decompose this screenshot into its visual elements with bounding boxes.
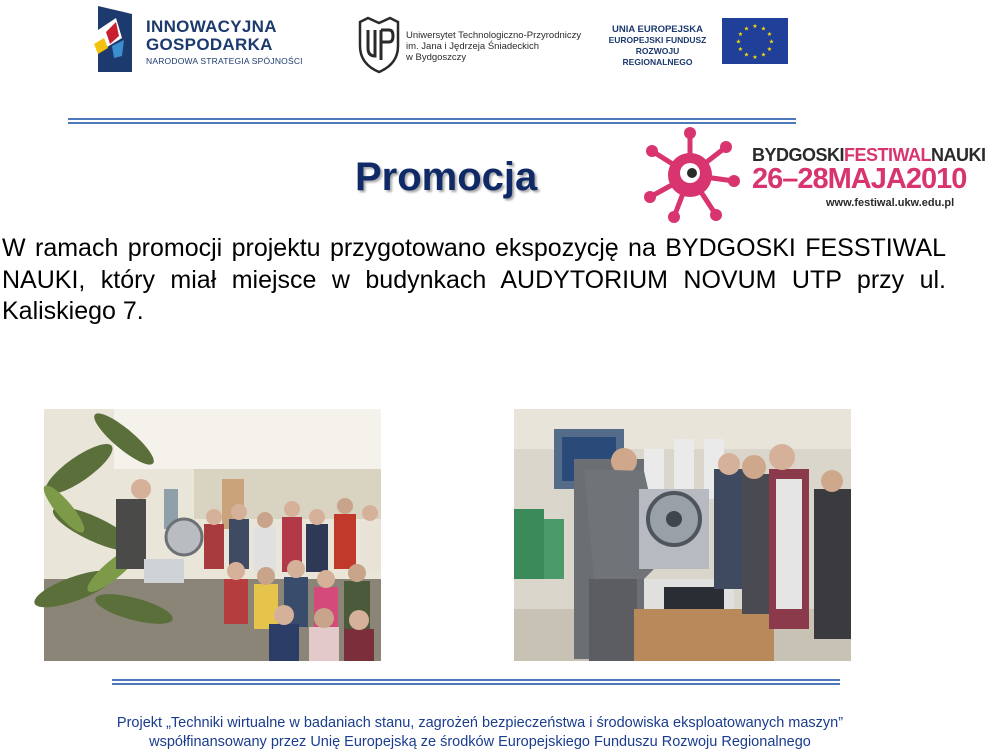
ig-logo-line3: NARODOWA STRATEGIA SPÓJNOŚCI	[146, 56, 303, 66]
svg-text:★: ★	[737, 31, 744, 38]
utp-logo-line1: Uniwersytet Technologiczno-Przyrodniczy	[406, 30, 582, 41]
bottom-divider	[112, 679, 840, 685]
body-paragraph: W ramach promocji projektu przygotowano ekspozycję na BYDGOSKI FESSTIWAL NAUKI, który miał miejsce w budynkach AUDYTORIUM NOVUM UTP przy ul. Kaliskiego 7.	[2, 234, 946, 325]
festival-logo	[640, 125, 986, 225]
footer-project-line: Projekt „Techniki wirtualne w badaniach stanu, zagrożeń bezpieczeństwa i środowiska eksploatowanych maszyn”	[116, 715, 844, 731]
innowacyjna-gospodarka-logo	[92, 4, 302, 72]
eu-logo-line3: ROZWOJU REGIONALNEGO	[622, 46, 693, 67]
svg-text:★: ★	[743, 25, 750, 33]
festival-logo-part1: BYDGOSKI	[752, 145, 845, 165]
svg-text:★: ★	[760, 25, 767, 33]
svg-text:★: ★	[743, 51, 750, 59]
festival-logo-url: www.festiwal.ukw.edu.pl	[826, 197, 955, 209]
svg-text:★: ★	[768, 38, 775, 46]
utp-logo-line2: im. Jana i Jędrzeja Śniadeckich	[406, 41, 540, 52]
top-divider	[68, 118, 796, 124]
svg-text:★: ★	[752, 23, 758, 30]
virus-mascot-icon	[640, 125, 740, 225]
utp-logo-line3: w Bydgoszczy	[406, 52, 467, 63]
svg-text:★: ★	[766, 46, 773, 53]
utp-crest-icon	[356, 16, 402, 74]
innowacyjna-gospodarka-emblem-icon	[92, 4, 142, 72]
festival-logo-dates: 26–28MAJA2010	[752, 163, 967, 195]
exhibition-photo-demo	[514, 409, 851, 661]
eu-logo-line2: EUROPEJSKI FUNDUSZ	[608, 35, 707, 45]
footer-funding-line: współfinansowany przez Unię Europejską ze środków Europejskiego Funduszu Rozwoju Regionalnego	[149, 734, 811, 750]
ig-logo-line2: GOSPODARKA	[146, 35, 273, 54]
exhibition-photo-crowd	[44, 409, 381, 661]
svg-text:★: ★	[735, 38, 742, 46]
festival-logo-part2: FESTIWAL	[844, 145, 932, 165]
svg-text:★: ★	[737, 46, 744, 53]
utp-logo	[356, 14, 582, 74]
festival-logo-part3: NAUKI	[931, 145, 986, 165]
page-title: Promocja	[355, 155, 538, 199]
svg-text:★: ★	[752, 54, 758, 61]
eu-logo-line1: UNIA EUROPEJSKA	[612, 24, 703, 35]
svg-text:★: ★	[760, 51, 767, 59]
eu-flag-icon	[722, 18, 788, 64]
ig-logo-line1: INNOWACYJNA	[146, 17, 277, 36]
svg-text:★: ★	[766, 31, 773, 38]
eu-fund-logo	[600, 16, 790, 66]
